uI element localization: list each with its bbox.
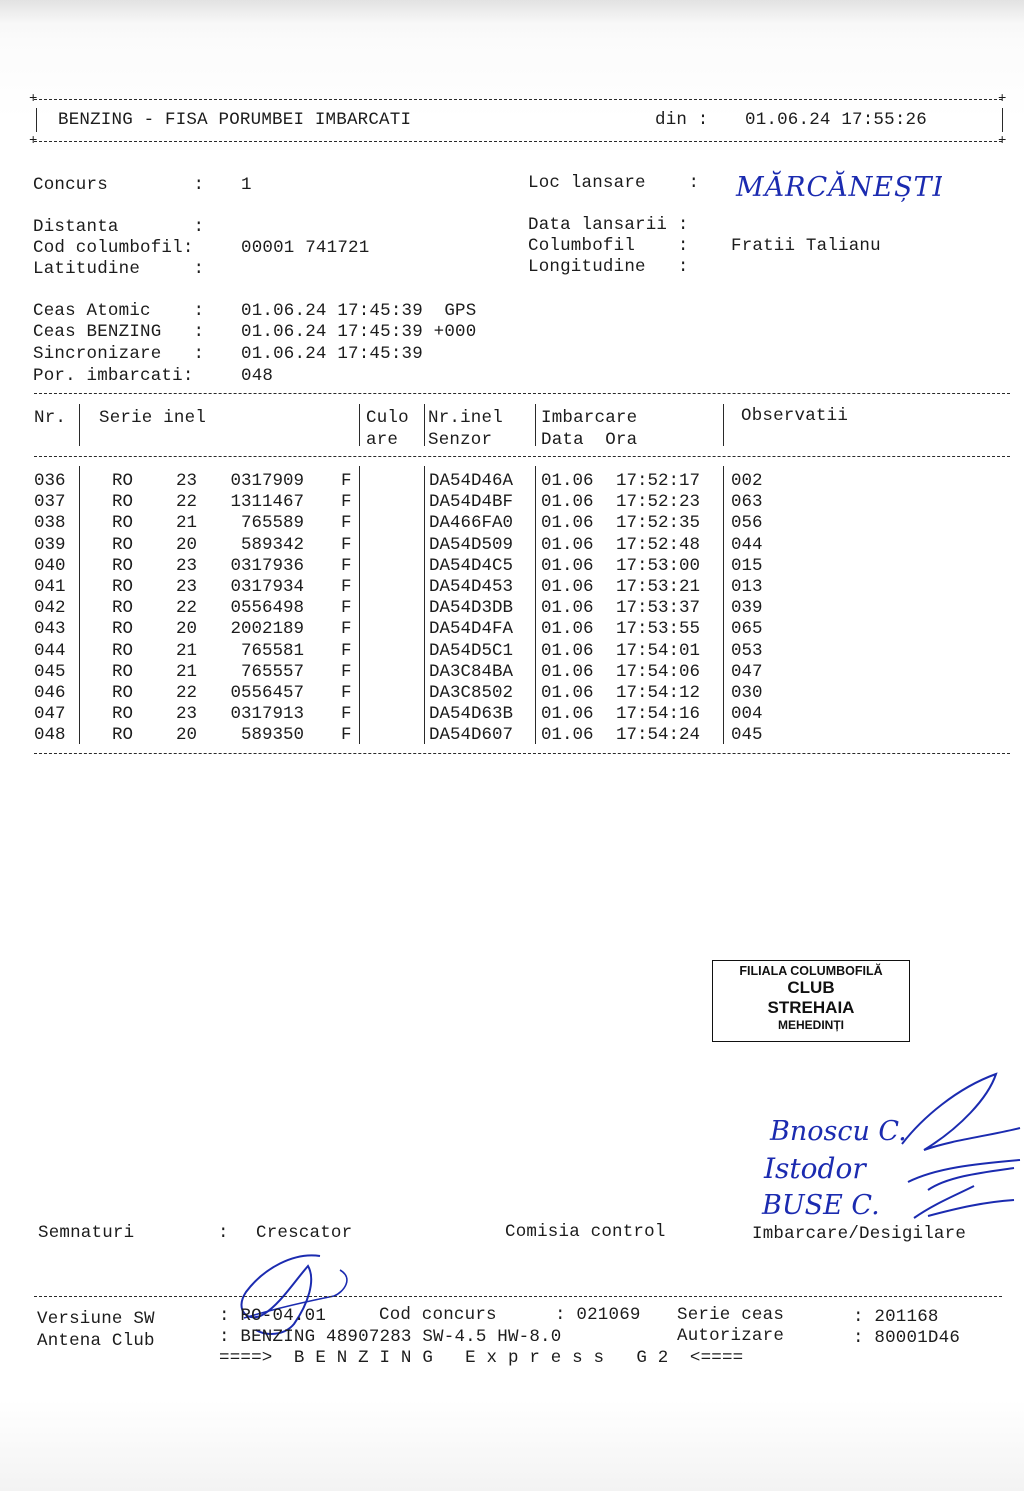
signature-name-2: Istodor: [764, 1152, 866, 1185]
table-top-rule: [34, 393, 1010, 394]
cell-sex: F: [341, 683, 352, 703]
cell-date: 01.06: [541, 725, 594, 746]
cell-year: 21: [176, 640, 198, 661]
cell-time: 17:54:12: [616, 683, 701, 703]
scan-shadow: [0, 0, 1024, 34]
cell-observatii: 030: [731, 683, 763, 703]
col-divider: [359, 466, 360, 744]
cell-country: RO: [112, 683, 134, 703]
header-right-bar: [1002, 108, 1003, 132]
cell-sex: F: [341, 534, 352, 555]
cell-observatii: 053: [731, 640, 763, 661]
cell-date: 01.06: [541, 555, 594, 576]
cell-ring-number: 589350: [240, 725, 304, 746]
cell-sex: F: [341, 619, 352, 640]
cell-nr: 047: [34, 704, 66, 725]
cell-time: 17:54:16: [616, 704, 701, 725]
cell-sensor: DA54D63B: [429, 704, 514, 725]
cell-observatii: 056: [731, 513, 763, 534]
col-divider: [424, 466, 425, 744]
col-divider: [723, 466, 724, 744]
table-bottom-rule: [34, 753, 1010, 754]
cell-country: RO: [112, 640, 134, 661]
cell-observatii: 045: [731, 725, 763, 746]
corner-mark: +: [29, 91, 38, 107]
cell-time: 17:53:55: [616, 619, 701, 640]
cell-ring-number: 765557: [240, 661, 304, 682]
header-top-rule: [34, 99, 1002, 100]
cell-sensor: DA54D509: [429, 534, 514, 555]
col-divider: [79, 466, 80, 744]
cell-year: 22: [176, 492, 198, 513]
cell-observatii: 063: [731, 492, 763, 513]
cell-year: 21: [176, 661, 198, 682]
cell-date: 01.06: [541, 704, 594, 725]
semnaturi-colon: :: [218, 1223, 229, 1243]
longitudine-label: Longitudine :: [528, 257, 689, 277]
ceas-benzing-label: Ceas BENZING :: [33, 322, 205, 342]
cell-sensor: DA466FA0: [429, 513, 514, 534]
cell-observatii: 002: [731, 471, 763, 491]
table-row: [0, 641, 1024, 662]
col-header-data-ora: Data Ora: [541, 430, 638, 450]
col-divider: [723, 404, 724, 446]
cell-sex: F: [341, 704, 352, 725]
cod-concurs-value: : 021069: [555, 1305, 641, 1325]
cell-nr: 041: [34, 577, 66, 597]
cell-nr: 036: [34, 471, 66, 491]
cell-ring-number: 0317934: [230, 577, 304, 597]
cell-ring-number: 0317936: [230, 555, 304, 576]
cell-sex: F: [341, 492, 352, 513]
cell-sex: F: [341, 725, 352, 746]
ceas-atomic-value: 01.06.24 17:45:39 GPS: [241, 301, 477, 321]
cell-sex: F: [341, 661, 352, 682]
cell-sensor: DA54D4BF: [429, 492, 514, 513]
stamp-line-4: MEHEDINȚI: [778, 1018, 844, 1032]
cell-sensor: DA54D46A: [429, 471, 514, 491]
table-row: [0, 513, 1024, 534]
cell-sensor: DA54D5C1: [429, 640, 514, 661]
cell-country: RO: [112, 513, 134, 534]
cell-observatii: 039: [731, 598, 763, 619]
sincronizare-value: 01.06.24 17:45:39: [241, 344, 423, 364]
cell-time: 17:52:35: [616, 513, 701, 534]
cell-country: RO: [112, 725, 134, 746]
table-row: [0, 704, 1024, 725]
cell-country: RO: [112, 471, 134, 491]
cell-time: 17:52:17: [616, 471, 701, 491]
cell-date: 01.06: [541, 577, 594, 597]
versiune-label: Versiune SW: [37, 1309, 155, 1329]
cell-ring-number: 0317913: [230, 704, 304, 725]
print-datetime: 01.06.24 17:55:26: [745, 110, 927, 130]
cell-ring-number: 589342: [240, 534, 304, 555]
serie-ceas-label: Serie ceas: [677, 1305, 785, 1325]
cell-time: 17:54:01: [616, 640, 701, 661]
cell-ring-number: 2002189: [230, 619, 304, 640]
cell-time: 17:53:21: [616, 577, 701, 597]
cell-time: 17:54:24: [616, 725, 701, 746]
table-row: [0, 556, 1024, 577]
cell-nr: 048: [34, 725, 66, 746]
cell-date: 01.06: [541, 683, 594, 703]
stamp-line-1: FILIALA COLUMBOFILĂ: [739, 964, 883, 978]
col-header-imbarcare: Imbarcare: [541, 408, 638, 428]
col-header-senzor: Senzor: [428, 430, 493, 450]
cell-sensor: DA54D3DB: [429, 598, 514, 619]
columbofil-label: Columbofil :: [528, 236, 689, 256]
cell-ring-number: 1311467: [230, 492, 304, 513]
cell-observatii: 004: [731, 704, 763, 725]
cell-country: RO: [112, 555, 134, 576]
benzing-express-banner: ====> B E N Z I N G E x p r e s s G 2 <====: [219, 1348, 744, 1368]
cell-ring-number: 0317909: [230, 471, 304, 491]
por-imbarcati-value: 048: [241, 366, 274, 386]
cell-nr: 045: [34, 661, 66, 682]
cell-sex: F: [341, 577, 352, 597]
semnaturi-label: Semnaturi: [38, 1223, 135, 1243]
cell-sex: F: [341, 555, 352, 576]
table-row: [0, 683, 1024, 704]
cell-observatii: 015: [731, 555, 763, 576]
table-row: [0, 492, 1024, 513]
cell-year: 20: [176, 619, 198, 640]
corner-mark: +: [998, 91, 1007, 107]
cell-time: 17:54:06: [616, 661, 701, 682]
cell-country: RO: [112, 577, 134, 597]
cell-sensor: DA54D4C5: [429, 555, 514, 576]
cell-ring-number: 0556457: [230, 683, 304, 703]
autorizare-value: : 80001D46: [853, 1328, 961, 1348]
footer-rule: [34, 1296, 1002, 1297]
handwritten-loc-lansare: [732, 160, 942, 206]
cell-time: 17:52:23: [616, 492, 701, 513]
cell-nr: 042: [34, 598, 66, 619]
table-row: [0, 619, 1024, 640]
cell-year: 21: [176, 513, 198, 534]
concurs-value: 1: [241, 175, 252, 195]
table-row: [0, 725, 1024, 746]
col-header-nr: Nr.: [34, 408, 67, 428]
table-row: [0, 471, 1024, 492]
serie-ceas-value: : 201168: [853, 1307, 939, 1327]
distanta-label: Distanta :: [33, 217, 205, 237]
cell-year: 23: [176, 471, 198, 491]
cell-date: 01.06: [541, 598, 594, 619]
cell-nr: 044: [34, 640, 66, 661]
columbofil-value: Fratii Talianu: [731, 236, 881, 256]
cell-sensor: DA54D453: [429, 577, 514, 597]
cell-sensor: DA3C8502: [429, 683, 514, 703]
table-row: [0, 662, 1024, 683]
cell-year: 20: [176, 725, 198, 746]
col-header-culoare-2: are: [366, 430, 399, 450]
cell-nr: 046: [34, 683, 66, 703]
cell-country: RO: [112, 619, 134, 640]
table-row: [0, 598, 1024, 619]
din-label: din :: [655, 110, 709, 130]
loc-lansare-label: Loc lansare :: [528, 173, 700, 193]
cell-sensor: DA54D607: [429, 725, 514, 746]
header-left-bar: [36, 108, 37, 132]
cell-ring-number: 765581: [240, 640, 304, 661]
data-lansarii-label: Data lansarii :: [528, 215, 689, 235]
autorizare-label: Autorizare: [677, 1326, 785, 1346]
cell-sex: F: [341, 471, 352, 491]
col-divider: [535, 404, 536, 446]
table-header-rule: [34, 456, 1010, 457]
col-divider: [79, 404, 80, 446]
signature-name-1: Bnoscu C.: [770, 1116, 907, 1147]
col-header-nr-inel: Nr.inel: [428, 408, 503, 428]
cell-nr: 037: [34, 492, 66, 513]
imbarcare-label: Imbarcare/Desigilare: [752, 1224, 967, 1244]
por-imbarcati-label: Por. imbarcati:: [33, 366, 194, 386]
cell-country: RO: [112, 492, 134, 513]
latitudine-label: Latitudine :: [33, 259, 205, 279]
cell-country: RO: [112, 598, 134, 619]
cell-date: 01.06: [541, 471, 594, 491]
cell-date: 01.06: [541, 492, 594, 513]
sincronizare-label: Sincronizare :: [33, 344, 205, 364]
cell-sex: F: [341, 640, 352, 661]
document-title: BENZING - FISA PORUMBEI IMBARCATI: [58, 110, 412, 130]
cell-sex: F: [341, 598, 352, 619]
col-divider: [535, 466, 536, 744]
cell-sex: F: [341, 513, 352, 534]
cell-time: 17:53:00: [616, 555, 701, 576]
cell-date: 01.06: [541, 640, 594, 661]
comisia-label: Comisia control: [505, 1222, 666, 1242]
cell-year: 23: [176, 577, 198, 597]
table-row: [0, 577, 1024, 598]
cell-observatii: 047: [731, 661, 763, 682]
cell-observatii: 044: [731, 534, 763, 555]
cell-nr: 039: [34, 534, 66, 555]
ceas-atomic-label: Ceas Atomic :: [33, 301, 205, 321]
cell-date: 01.06: [541, 661, 594, 682]
versiune-value: : RO-04.01: [219, 1306, 327, 1326]
concurs-label: Concurs :: [33, 175, 205, 195]
col-header-observatii: Observatii: [741, 406, 849, 426]
cell-sensor: DA54D4FA: [429, 619, 514, 640]
antena-label: Antena Club: [37, 1331, 155, 1351]
cell-date: 01.06: [541, 619, 594, 640]
cell-nr: 038: [34, 513, 66, 534]
cell-date: 01.06: [541, 513, 594, 534]
cell-time: 17:52:48: [616, 534, 701, 555]
signature-name-3: BUSE C.: [762, 1190, 880, 1221]
cell-ring-number: 765589: [240, 513, 304, 534]
cell-country: RO: [112, 661, 134, 682]
corner-mark: +: [29, 133, 38, 149]
cell-nr: 043: [34, 619, 66, 640]
cell-nr: 040: [34, 555, 66, 576]
ceas-benzing-value: 01.06.24 17:45:39 +000: [241, 322, 477, 342]
col-divider: [359, 404, 360, 446]
cell-observatii: 065: [731, 619, 763, 640]
cell-year: 23: [176, 704, 198, 725]
cod-columbofil-label: Cod columbofil:: [33, 238, 194, 258]
cell-time: 17:53:37: [616, 598, 701, 619]
stamp-line-2: CLUB: [787, 978, 835, 997]
cell-year: 20: [176, 534, 198, 555]
loc-lansare-value: MĂRCĂNEȘTI: [736, 172, 942, 203]
cod-concurs-label: Cod concurs: [379, 1305, 497, 1325]
cod-columbofil-value: 00001 741721: [241, 238, 370, 258]
cell-year: 23: [176, 555, 198, 576]
cell-year: 22: [176, 683, 198, 703]
cell-observatii: 013: [731, 577, 763, 597]
antena-value: : BENZING 48907283 SW-4.5 HW-8.0: [219, 1327, 562, 1347]
cell-date: 01.06: [541, 534, 594, 555]
cell-country: RO: [112, 534, 134, 555]
header-bottom-rule: [34, 141, 1002, 142]
handwritten-signatures: [752, 1068, 1024, 1228]
col-divider: [424, 404, 425, 446]
cell-year: 22: [176, 598, 198, 619]
cell-ring-number: 0556498: [230, 598, 304, 619]
corner-mark: +: [998, 133, 1007, 149]
stamp-line-3: STREHAIA: [767, 998, 855, 1017]
col-header-serie-inel: Serie inel: [99, 408, 207, 428]
crescator-label: Crescator: [256, 1223, 353, 1243]
table-row: [0, 535, 1024, 556]
cell-sensor: DA3C84BA: [429, 661, 514, 682]
club-stamp: [712, 960, 910, 1042]
cell-country: RO: [112, 704, 134, 725]
col-header-culoare-1: Culo: [366, 408, 409, 428]
